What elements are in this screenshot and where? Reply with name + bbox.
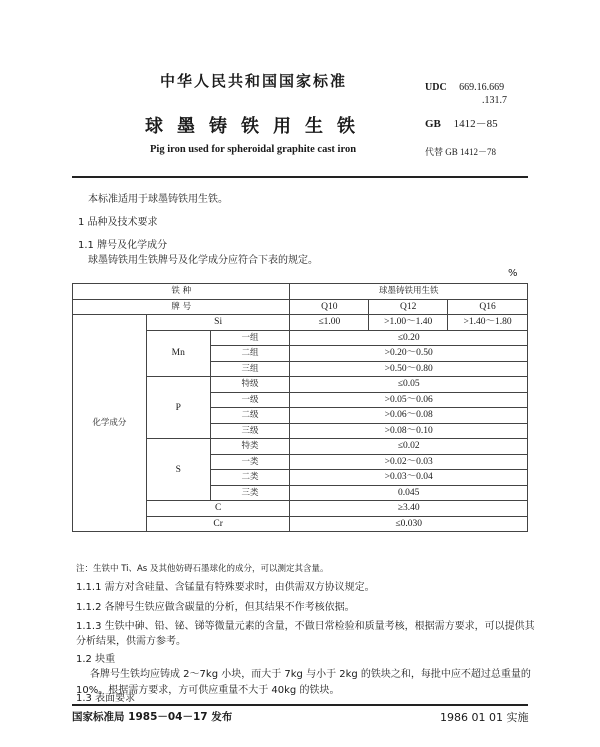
grade-q12: Q12 xyxy=(369,299,448,315)
s-value: ≤0.02 xyxy=(290,439,528,455)
chemical-composition-table xyxy=(72,283,528,532)
clause-1-1-3: 1.1.3 生铁中砷、铅、铋、锑等微量元素的含量，不做日常检验和质量考核，根据需方要求，可以提供其 xyxy=(76,621,535,632)
intro-text: 本标准适用于球墨铸铁用生铁。 xyxy=(88,194,228,205)
section-1-heading: 1 品种及技术要求 xyxy=(78,217,158,228)
si-q10: ≤1.00 xyxy=(290,315,369,331)
standard-category: 中华人民共和国国家标准 xyxy=(160,72,348,90)
table-row xyxy=(73,315,528,331)
table-row xyxy=(73,284,528,300)
replaces-note: 代替 GB 1412－78 xyxy=(425,147,497,157)
footer-divider xyxy=(72,704,528,706)
section-1-1-heading: 1.1 牌号及化学成分 xyxy=(78,240,168,251)
gb-block xyxy=(425,115,498,131)
udc-line2: .131.7 xyxy=(482,95,507,106)
gb-number: 1412－85 xyxy=(453,118,498,130)
table-row xyxy=(73,299,528,315)
udc-line1: 669.16.669 xyxy=(459,82,505,93)
udc-block xyxy=(425,82,504,93)
p-class: 三级 xyxy=(210,423,290,439)
header-grade: 牌 号 xyxy=(73,299,290,315)
c-label: C xyxy=(146,501,290,517)
unit-label: % xyxy=(508,268,518,279)
grade-q16: Q16 xyxy=(448,299,528,315)
mn-class: 二组 xyxy=(210,346,290,362)
cr-value: ≤0.030 xyxy=(290,516,528,532)
s-label: S xyxy=(146,439,210,501)
effective-date: 1986 01 01 实施 xyxy=(440,711,529,724)
s-value: >0.02～0.03 xyxy=(290,454,528,470)
si-label: Si xyxy=(146,315,290,331)
mn-class: 一组 xyxy=(210,330,290,346)
p-value: >0.06～0.08 xyxy=(290,408,528,424)
c-value: ≥3.40 xyxy=(290,501,528,517)
p-value: >0.08～0.10 xyxy=(290,423,528,439)
p-class: 一级 xyxy=(210,392,290,408)
p-class: 特级 xyxy=(210,377,290,393)
p-value: >0.05～0.06 xyxy=(290,392,528,408)
section-1-2-heading: 1.2 块重 xyxy=(76,654,116,665)
clause-1-1-1: 1.1.1 需方对含硅量、含锰量有特殊要求时，由供需双方协议规定。 xyxy=(76,582,375,593)
grade-q10: Q10 xyxy=(290,299,369,315)
s-value: 0.045 xyxy=(290,485,528,501)
p-value: ≤0.05 xyxy=(290,377,528,393)
s-class: 一类 xyxy=(210,454,290,470)
s-class: 特类 xyxy=(210,439,290,455)
si-q16: >1.40～1.80 xyxy=(448,315,528,331)
page-title: 球墨铸铁用生铁 xyxy=(145,116,369,137)
mn-value: >0.20～0.50 xyxy=(290,346,528,362)
mn-class: 三组 xyxy=(210,361,290,377)
clause-1-2-text: 各牌号生铁均应铸成 2～7kg 小块，而大于 7kg 与小于 2kg 的铁块之和，每批中应不超过总重量的 xyxy=(90,669,531,680)
table-note: 注：生铁中 Ti、As 及其他妨碍石墨球化的成分，可以测定其含量。 xyxy=(76,564,329,574)
header-iron-type-value: 球墨铸铁用生铁 xyxy=(290,284,528,300)
gb-label: GB xyxy=(425,118,441,130)
p-label: P xyxy=(146,377,210,439)
header-iron-type: 铁 种 xyxy=(73,284,290,300)
s-value: >0.03～0.04 xyxy=(290,470,528,486)
header-divider xyxy=(72,176,528,178)
clause-1-1-3-cont: 分析结果，供需方参考。 xyxy=(76,636,186,647)
mn-value: ≤0.20 xyxy=(290,330,528,346)
mn-value: >0.50～0.80 xyxy=(290,361,528,377)
english-title: Pig iron used for spheroidal graphite cast iron xyxy=(150,144,357,155)
si-q12: >1.00～1.40 xyxy=(369,315,448,331)
chem-composition-label: 化学成分 xyxy=(73,315,147,532)
clause-1-2-text-cont: 10%。根据需方要求，方可供应重量不大于 40kg 的铁块。 xyxy=(76,685,340,696)
mn-label: Mn xyxy=(146,330,210,377)
s-class: 三类 xyxy=(210,485,290,501)
udc-label: UDC xyxy=(425,82,447,93)
s-class: 二类 xyxy=(210,470,290,486)
p-class: 二级 xyxy=(210,408,290,424)
clause-1-1-2: 1.1.2 各牌号生铁应做含碳量的分析，但其结果不作考核依据。 xyxy=(76,602,355,613)
section-1-3-heading: 1.3 表面要求 xyxy=(76,693,136,704)
issuer-date: 国家标准局 1985－04－17 发布 xyxy=(72,711,233,723)
section-1-1-text: 球墨铸铁用生铁牌号及化学成分应符合下表的规定。 xyxy=(88,255,318,266)
cr-label: Cr xyxy=(146,516,290,532)
